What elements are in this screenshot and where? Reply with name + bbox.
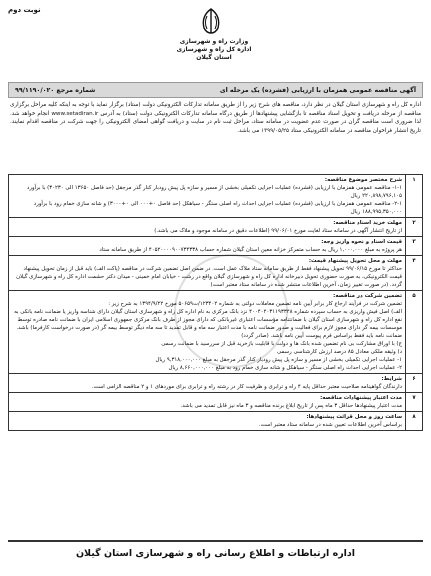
table-row (9, 374, 423, 393)
iran-emblem-icon (194, 6, 228, 36)
row-number: ۷ (406, 393, 423, 412)
publication-badge: نوبت دوم (8, 6, 41, 14)
table-row (9, 218, 423, 237)
row-number: ۶ (406, 374, 423, 393)
row-line: از تاریخ انتشار آگهی در سامانه ستاد لغایت مورخ ۹۹/۰۶/۰۱ (اطلاعات دقیق در سامانه موجود و ملاک می باشد.) (154, 228, 402, 234)
row-content (9, 291, 406, 374)
table-row (9, 175, 423, 218)
table-row (9, 256, 423, 291)
row-line: ۱- عملیات اجرایی تکمیلی بخشی از مسیر و سازه پل پیش رودبار کنار گذر مرجقل به مبلغ ۹,۳۱۸,۰۰۰,۰۰۰ ریال (155, 357, 402, 363)
row-heading: ساعت روز و محل قرائت پیشنهادها: (306, 414, 402, 420)
row-heading: قیمت اسناد و نحوه واریز وجه: (321, 239, 402, 245)
row-number: ۳ (406, 237, 423, 256)
row-line: الف) اصل فیش واریزی به حساب سپرده شماره ۴۰۰۴۰۴۰۳۱۱۹۳۳۴۸ نزد بانک مرکزی به نام اداره کل راه و شهرسازی استان گیلان دارای شناسه واریز یا ضمانت نامه بانکی به نفع اداره کل راه و شهرسازی استان گیلان با ضمانتنامه مؤسسات اعتباری غیربانکی که دارای مجوز از طرف بانک مرکزی جمهوری اسلامی ایران با ضمانت نامه صادره توسط موسسات بیمه گر دارای مجوز لازم برای فعالیت و صدور ضمانت نامه با مدت اعتبار سه ماه و قابل تمدید تا سه ماه دیگر توسط بیمه گر (در صورت درخواست کارفرما) باشد. ضمانت نامه باید فقط براساس فرم پیوست آیین نامه باشد. (صادر گردد) (14, 309, 402, 339)
org-line-province: استان گیلان (196, 54, 232, 61)
org-line-ministry: وزارت راه و شهرسازی (179, 38, 249, 45)
row-line: براساس آخرین اطلاعات تعیین شده در سامانه ستاد معتبر است. (258, 422, 402, 428)
table-row (9, 291, 423, 374)
row-content (9, 256, 406, 291)
row-content (9, 412, 406, 431)
row-heading: مهلت و محل تحویل پیشنهاد قیمت: (308, 258, 402, 264)
table-row (9, 412, 423, 431)
row-line: هر پروژه به مبلغ ۱,۰۰۰,۰۰۰ ریال به حساب متمرکز خزانه معین استان گیلان شماره حساب ۴۰۵۲۰۰۰۰۹۰۰۷۳۴۳۳۸ از طریق سامانه ستاد (99, 247, 402, 253)
table-row (9, 393, 423, 412)
row-line: حداکثر تا مورخ ۹۹/۰۶/۱۵ تحویل پیشنهاد فقط از طریق سامانه ستاد ملاک عمل است. در ضمن اصل تضمین شرکت در مناقصه (پاکت الف) باید قبل از زمان تحویل پیشنهاد قیمت الکترونیکی، به صورت حضوری تحویل دبیرخانه اداره کل راه و شهرسازی گیلان واقع در رشت - خیابان امام خمینی - میدان دکتر حشمت اداره کل راه و شهرسازی گیلان گردد. (در صورت تغییر زمان، آخرین اطلاعات منتشر شده در سامانه ستاد معتبر است) (16, 266, 402, 288)
row-heading: شرایط: (381, 376, 402, 382)
row-heading: مدت اعتبار پیشنهادات مناقصه: (320, 395, 402, 401)
row-number: ۸ (406, 412, 423, 431)
row-content (9, 175, 406, 218)
row-heading: مهلت خرید اسناد مناقصه: (333, 220, 402, 226)
row-number: ۲ (406, 218, 423, 237)
table-row (9, 237, 423, 256)
row-content (9, 393, 406, 412)
row-content (9, 218, 406, 237)
row-heading: شرح مختصر موضوع مناقصه: (324, 177, 402, 183)
row-line: مدت اعتبار پیشنهادها حداقل ۳ ماه پس از تاریخ ابلاغ برنده مناقصه و ۳ ماه نیز قابل تمدید می باشد. (180, 403, 402, 409)
row-content (9, 374, 406, 393)
organization-name (164, 38, 264, 62)
tender-notice (4, 4, 427, 572)
tender-details-table (8, 174, 423, 431)
row-line: ۲-۱- مناقصه عمومی همزمان با ارزیابی (فشرده) عملیات اجرایی احداث راه اصلی ستگر - سیاهکل (حد فاصل ۰+۰۰۰ الی ۰+۳۰۰۰) و شانه سازی خمام رود با برآورد ۱۸۸,۹۹۵,۳۵۰,۰۰۰ ریال (33, 201, 402, 215)
row-number: ۴ (406, 256, 423, 291)
row-number: ۵ (406, 291, 423, 374)
org-line-office: اداره کل راه و شهرسازی (176, 46, 252, 53)
row-heading: تضمین شرکت در مناقصه: (333, 293, 402, 299)
reference-number: شماره مرجع ۹۹/۱۱۹۰/۰۲۰ (15, 86, 96, 94)
intro-paragraph: اداره کل راه و شهرسازی استان گیلان در نظر دارد، مناقصه های شرح زیر را از طریق سامانه تدارکات الکترونیکی دولت (ستاد) برگزار نماید با توجه به اینکه کلیه مراحل برگزاری مناقصه از مرحله دریافت و تحویل اسناد مناقصه تا بازگشایی پیشنهادها از طریق درگاه سامانه تدارکات الکترونیکی دولت (ستاد) به آدرس www.setadiran.ir انجام خواهد شد. لذا ضروری است مناقصه گران در صورت عدم عضویت در سامانه ستاد، مراحل ثبت نام در سایت و دریافت گواهی امضای الکترونیکی را جهت شرکت در مناقصه اقدام نمایند. تاریخ انتشار فراخوان مناقصه در سامانه الکترونیکی ستاد ۱۳۹۹/۰۵/۲۵ می باشد. (10, 102, 421, 134)
row-number: ۱ (406, 175, 423, 218)
footer-department: اداره ارتباطات و اطلاع رسانی راه و شهرسازی استان گیلان (8, 540, 423, 564)
notice-title-bar (8, 82, 423, 98)
row-line: ۱-۱- مناقصه عمومی همزمان با ارزیابی (فشرده) عملیات اجرایی تکمیلی بخشی از مسیر و سازه پل پیش رودبار کنار گذر مرجقل (حد فاصل ۱۳۶۵۰ الی ۳۰۲۳۰) با برآورد ۲۲۰,۸۹۸,۷۹۶,۱۰۵ ریال (26, 185, 402, 199)
notice-title: آگهی مناقصه عمومی همزمان با ارزیابی (فشرده) یک مرحله ای (219, 86, 416, 94)
row-content (9, 237, 406, 256)
row-line: د) وثیقه ملکی معادل ۸۵ درصد ارزش کارشناسی رسمی (277, 349, 402, 355)
row-line: دارندگان گواهینامه صلاحیت معتبر حداقل پایه ۴ راه و ترابری و ظرفیت کار در رشته راه و ترابری برای موردهای ۱ و ۲ مناقصه الزامی است. (91, 384, 402, 390)
row-line: ۲- عملیات اجرایی احداث راه اصلی ستگر - سیاهکل و شانه سازی خمام رود به مبلغ ۸,۶۶۰,۰۰۰,۰۰۰ ریال (168, 365, 402, 371)
row-line: تضمین شرکت در فرآیند ارجاع کار برابر آیین نامه تضمین معاملات دولتی به شماره ۱۲۳۴۰۲/ت۵۰۶۵۹ مورخ ۱۳۹۴/۹/۲۲ به شرح زیر : (108, 301, 402, 307)
row-line: ج) با اوراق مشارکت بی نام تضمین شده بانک ها و دولت با قابلیت بازخرید قبل از سررسید با ضمانت رسمی (161, 341, 402, 347)
